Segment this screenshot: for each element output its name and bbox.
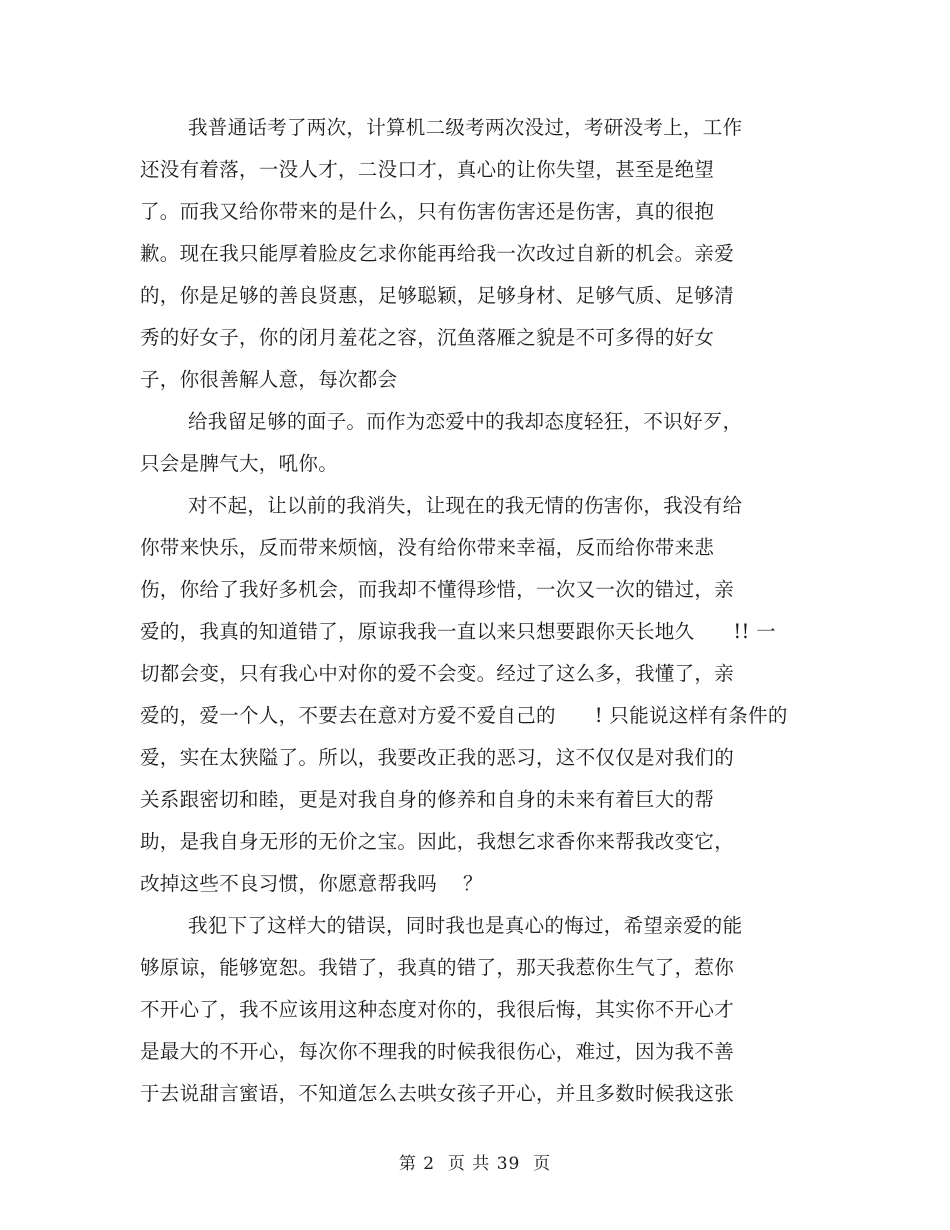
paragraph-4-line-1: 我犯下了这样大的错误，同时我也是真心的悔过，希望亲爱的能 xyxy=(188,914,743,937)
paragraph-3-line-2: 你带来快乐，反而带来烦恼，没有给你带来幸福，反而给你带来悲 xyxy=(140,536,715,559)
paragraph-4-line-4: 是最大的不开心，每次你不理我的时候我很伤心，难过，因为我不善 xyxy=(140,1040,735,1063)
paragraph-1-line-7: 子，你很善解人意，每次都会 xyxy=(140,368,398,391)
paragraph-3-line-8: 关系跟密切和睦，更是对我自身的修养和自身的未来有着巨大的帮 xyxy=(140,788,715,811)
paragraph-4-line-3: 不开心了，我不应该用这种态度对你的，我很后悔，其实你不开心才 xyxy=(140,998,735,1021)
paragraph-3-line-10: 改掉这些不良习惯，你愿意帮我吗 ？ xyxy=(140,872,483,895)
paragraph-1-line-3: 了。而我又给你带来的是什么，只有伤害伤害还是伤害，真的很抱 xyxy=(140,200,715,223)
paragraph-1-line-6: 秀的好女子，你的闭月羞花之容，沉鱼落雁之貌是不可多得的好女 xyxy=(140,326,715,349)
paragraph-3-line-7: 爱，实在太狭隘了。所以，我要改正我的恶习，这不仅仅是对我们的 xyxy=(140,746,735,769)
paragraph-3-line-6: 爱的，爱一个人，不要去在意对方爱不爱自己的 ! 只能说这样有条件的 xyxy=(140,704,788,727)
paragraph-1-line-2: 还没有着落，一没人才，二没口才，真心的让你失望，甚至是绝望 xyxy=(140,158,715,181)
paragraph-3-line-3: 伤，你给了我好多机会，而我却不懂得珍惜，一次又一次的错过，亲 xyxy=(140,578,735,601)
paragraph-3-line-4: 爱的，我真的知道错了，原谅我我一直以来只想要跟你天长地久 !! 一 xyxy=(140,620,776,643)
paragraph-3-line-1: 对不起，让以前的我消失，让现在的我无情的伤害你，我没有给 xyxy=(188,494,743,517)
paragraph-2-line-2: 只会是脾气大，吼你。 xyxy=(140,452,339,475)
paragraph-1-line-1: 我普通话考了两次，计算机二级考两次没过，考研没考上，工作 xyxy=(188,116,743,139)
paragraph-3-line-5: 切都会变，只有我心中对你的爱不会变。经过了这么多，我懂了，亲 xyxy=(140,662,735,685)
paragraph-1-line-5: 的，你是足够的善良贤惠，足够聪颖，足够身材、足够气质、足够清 xyxy=(140,284,735,307)
paragraph-4-line-2: 够原谅，能够宽恕。我错了，我真的错了，那天我惹你生气了，惹你 xyxy=(140,956,735,979)
paragraph-3-line-9: 助，是我自身无形的无价之宝。因此，我想乞求香你来帮我改变它， xyxy=(140,830,735,853)
paragraph-2-line-1: 给我留足够的面子。而作为恋爱中的我却态度轻狂，不识好歹， xyxy=(188,410,743,433)
paragraph-4-line-5: 于去说甜言蜜语，不知道怎么去哄女孩子开心，并且多数时候我这张 xyxy=(140,1082,735,1105)
page-number-footer: 第 2 页 共 39 页 xyxy=(398,1154,552,1174)
paragraph-1-line-4: 歉。现在我只能厚着脸皮乞求你能再给我一次改过自新的机会。亲爱 xyxy=(140,242,735,265)
